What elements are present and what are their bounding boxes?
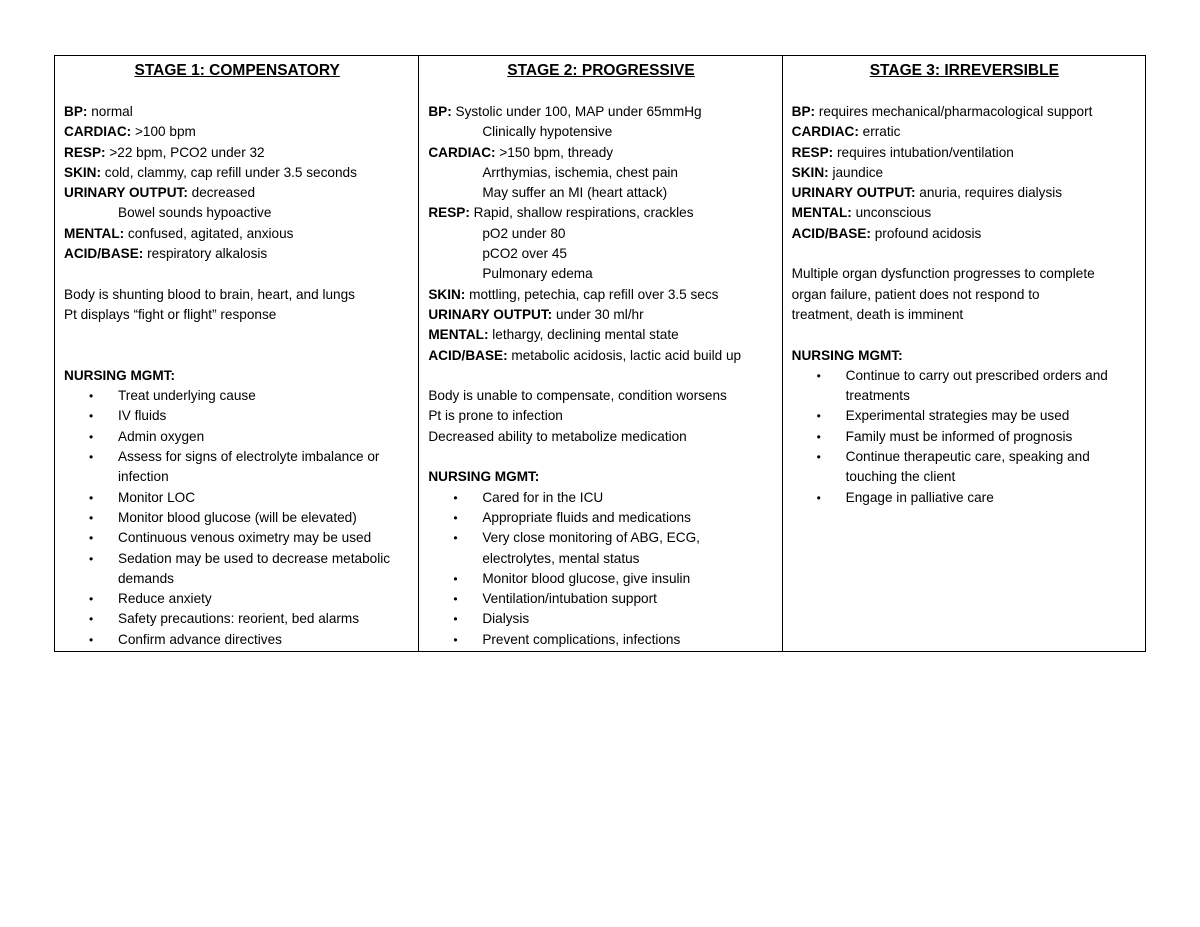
stage-2-cardiac-sub-2: May suffer an MI (heart attack) xyxy=(482,185,668,201)
list-item: • IV fluids xyxy=(64,406,410,426)
stage-1-column xyxy=(55,56,418,651)
list-item: • Experimental strategies may be used xyxy=(792,406,1137,426)
stage-2-mgmt-title: NURSING MGMT: xyxy=(428,469,540,485)
stage-1-mental: MENTAL: confused, agitated, anxious xyxy=(64,225,294,241)
bullet-icon: • xyxy=(816,490,821,505)
list-item: • Safety precautions: reorient, bed alarms xyxy=(64,609,410,629)
stage-2-cardiac-sub-1: Arrthymias, ischemia, chest pain xyxy=(482,164,678,180)
bullet-icon: • xyxy=(89,409,94,424)
stage-3-acid-base: ACID/BASE: profound acidosis xyxy=(791,225,982,241)
stage-2-urinary: URINARY OUTPUT: under 30 ml/hr xyxy=(428,306,644,322)
stage-2-note-2: Pt is prone to infection xyxy=(428,408,563,424)
list-item: • Appropriate fluids and medications xyxy=(428,508,773,528)
stage-3-resp: RESP: requires intubation/ventilation xyxy=(791,144,1014,160)
bullet-icon: • xyxy=(816,450,821,465)
list-item: • Monitor LOC xyxy=(64,488,410,508)
bullet-icon: • xyxy=(89,531,94,546)
bullet-icon: • xyxy=(816,368,821,383)
list-item: • Monitor blood glucose, give insulin xyxy=(428,569,773,589)
bullet-icon: • xyxy=(89,389,94,404)
stage-1-bp: BP: normal xyxy=(64,104,133,119)
bullet-icon: • xyxy=(89,450,94,465)
list-item: • Ventilation/intubation support xyxy=(428,589,773,609)
bullet-icon: • xyxy=(453,510,458,525)
stage-3-note-1: Multiple organ dysfunction progresses to complete xyxy=(791,266,1095,282)
stage-3-column xyxy=(782,56,1145,651)
stage-1-acid-base: ACID/BASE: respiratory alkalosis xyxy=(64,246,268,262)
bullet-icon: • xyxy=(453,632,458,647)
bullet-icon: • xyxy=(89,429,94,444)
stage-3-urinary: URINARY OUTPUT: anuria, requires dialysis xyxy=(791,185,1063,201)
stage-1-resp: RESP: >22 bpm, PCO2 under 32 xyxy=(64,144,265,160)
bullet-icon: • xyxy=(89,510,94,525)
bullet-icon: • xyxy=(453,490,458,505)
stage-3-note-3: treatment, death is imminent xyxy=(791,306,964,322)
stage-2-mgmt-list xyxy=(428,488,773,650)
stage-1-mgmt-title: NURSING MGMT: xyxy=(64,367,176,383)
list-item: • Prevent complications, infections xyxy=(428,630,773,650)
bullet-icon: • xyxy=(453,531,458,546)
list-item: • Very close monitoring of ABG, ECG, electrolytes, mental status xyxy=(453,530,700,566)
stage-2-column xyxy=(418,56,781,651)
stage-3-skin: SKIN: jaundice xyxy=(791,164,884,180)
stage-2-note-3: Decreased ability to metabolize medication xyxy=(428,428,687,444)
bullet-icon: • xyxy=(816,429,821,444)
list-item: • Assess for signs of electrolyte imbalance or infection xyxy=(89,449,380,485)
bullet-icon: • xyxy=(89,632,94,647)
stage-2-resp-sub-3: Pulmonary edema xyxy=(482,266,593,282)
stage-3-note-2: organ failure, patient does not respond to xyxy=(791,286,1040,302)
list-item: • Continue therapeutic care, speaking and touching the client xyxy=(816,449,1090,485)
stage-1-urinary: URINARY OUTPUT: decreased xyxy=(64,185,256,201)
stage-2-skin: SKIN: mottling, petechia, cap refill over 3.5 secs xyxy=(428,286,719,302)
list-item: • Monitor blood glucose (will be elevated) xyxy=(64,508,410,528)
list-item: • Confirm advance directives xyxy=(64,630,410,650)
stage-3-mgmt-list xyxy=(792,366,1137,508)
list-item: • Engage in palliative care xyxy=(792,488,1137,508)
stage-2-acid-base: ACID/BASE: metabolic acidosis, lactic acid build up xyxy=(428,347,742,363)
stage-2-resp: RESP: Rapid, shallow respirations, crackles xyxy=(428,205,694,221)
list-item: • Reduce anxiety xyxy=(64,589,410,609)
stage-1-urinary-sub: Bowel sounds hypoactive xyxy=(118,205,272,221)
list-item: • Family must be informed of prognosis xyxy=(792,427,1137,447)
list-item: • Sedation may be used to decrease metabolic demands xyxy=(89,550,391,586)
stage-1-mgmt-list xyxy=(64,386,410,650)
list-item: • Dialysis xyxy=(428,609,773,629)
bullet-icon: • xyxy=(89,592,94,607)
stage-2-note-1: Body is unable to compensate, condition worsens xyxy=(428,388,727,404)
stage-2-mental: MENTAL: lethargy, declining mental state xyxy=(428,327,679,343)
shock-stages-table xyxy=(54,55,1146,652)
list-item: • Admin oxygen xyxy=(64,427,410,447)
stage-3-mental: MENTAL: unconscious xyxy=(791,205,932,221)
bullet-icon: • xyxy=(816,409,821,424)
stage-2-resp-sub-1: pO2 under 80 xyxy=(482,225,566,241)
stage-1-skin: SKIN: cold, clammy, cap refill under 3.5 seconds xyxy=(64,164,357,180)
stage-2-bp: BP: Systolic under 100, MAP under 65mmHg xyxy=(428,104,702,119)
stage-1-title: STAGE 1: COMPENSATORY xyxy=(134,62,340,79)
list-item: • Treat underlying cause xyxy=(64,386,410,406)
bullet-icon: • xyxy=(89,612,94,627)
stage-3-title: STAGE 3: IRREVERSIBLE xyxy=(869,62,1059,79)
bullet-icon: • xyxy=(89,490,94,505)
stage-1-cardiac: CARDIAC: >100 bpm xyxy=(64,124,196,140)
list-item: • Continue to carry out prescribed orders and treatments xyxy=(816,367,1108,404)
bullet-icon: • xyxy=(453,571,458,586)
bullet-icon: • xyxy=(89,551,94,566)
list-item: • Cared for in the ICU xyxy=(428,488,773,508)
stage-2-cardiac: CARDIAC: >150 bpm, thready xyxy=(428,144,614,160)
stage-1-note-1: Body is shunting blood to brain, heart, and lungs xyxy=(64,286,355,302)
stage-3-bp: BP: requires mechanical/pharmacological support xyxy=(791,104,1093,119)
stage-2-bp-sub: Clinically hypotensive xyxy=(482,124,613,140)
stage-1-note-2: Pt displays “fight or flight” response xyxy=(64,306,277,322)
bullet-icon: • xyxy=(453,612,458,627)
stage-3-mgmt-title: NURSING MGMT: xyxy=(791,347,903,363)
stage-2-resp-sub-2: pCO2 over 45 xyxy=(482,246,567,262)
list-item: • Continuous venous oximetry may be used xyxy=(64,528,410,548)
bullet-icon: • xyxy=(453,592,458,607)
stage-2-title: STAGE 2: PROGRESSIVE xyxy=(507,62,695,79)
stage-3-cardiac: CARDIAC: erratic xyxy=(791,124,901,140)
